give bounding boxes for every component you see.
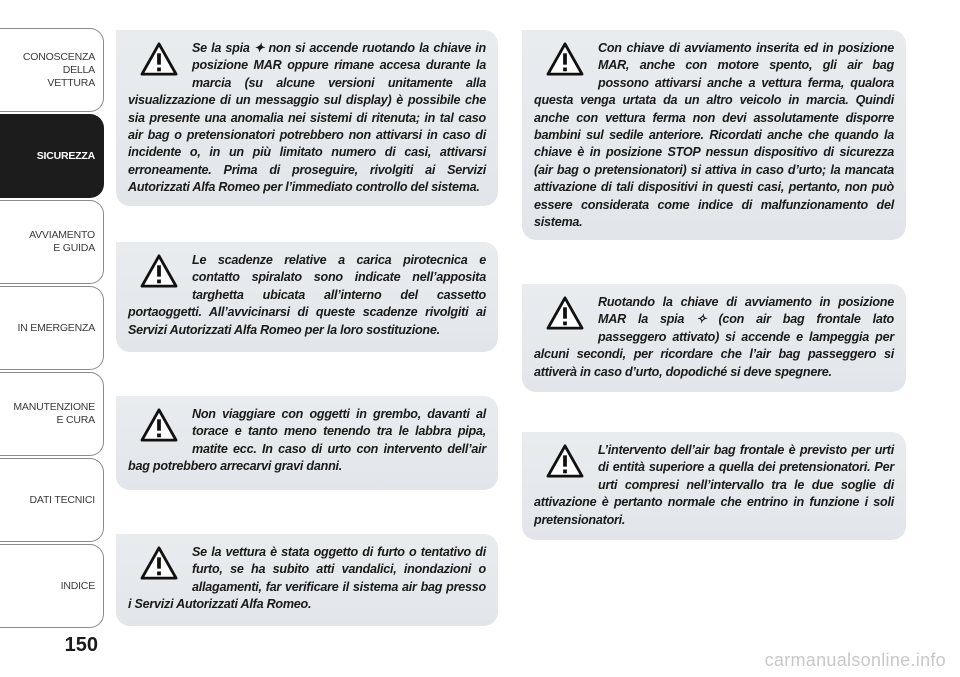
tab-indice[interactable]: INDICE <box>0 544 104 628</box>
warning-triangle-icon <box>540 296 594 334</box>
warning-text: Con chiave di avviamento inserita ed in posizione MAR, anche con motore spento, gli air bag possono attivarsi anche a vettura ferma, qualora questa venga urtata da un altro veicolo in marcia. Quindi anche con vettura ferma non devi assolutamente disporre bambini sul sedile anteriore. Ricordati anche che quando la chiave è in posizione STOP nessun dispositivo di sicurezza (air bag o pretensionatori) si attiva in caso d’urto; la mancata attivazione di tali dispositivi in questi casi, pertanto, non può essere considerata come indice di malfunzionamento del sistema. <box>534 41 894 230</box>
warning-box-passenger-airbag-light <box>522 284 906 392</box>
warning-box-theft <box>116 534 498 626</box>
warning-text: Le scadenze relative a carica pirotecnica e contatto spiralato sono indicate nell’apposita targhetta ubicata all’interno del cassetto portaoggetti. All’avvicinarsi di queste scadenze rivolgiti ai Servizi Autorizzati Alfa Romeo per la loro sostituzione. <box>128 253 486 337</box>
warning-triangle-icon <box>540 42 594 80</box>
warning-triangle-icon <box>540 444 594 482</box>
tab-dati-tecnici[interactable]: DATI TECNICI <box>0 458 104 542</box>
warning-box-frontal-airbag <box>522 432 906 540</box>
warning-text: L’intervento dell’air bag frontale è previsto per urti di entità superiore a quella dei pretensionatori. Per urti compresi nell’intervallo tra le due soglie di attivazione è pertanto normale che entrino in funzione i soli pretensionatori. <box>534 443 894 527</box>
warning-text: Non viaggiare con oggetti in grembo, davanti al torace e tanto meno tenendo tra le labbra pipa, matite ecc. In caso di urto con intervento dell’air bag potrebbero arrecarvi gravi danni. <box>128 407 486 474</box>
tab-sicurezza[interactable]: SICUREZZA <box>0 114 104 198</box>
warning-box-warning-light <box>116 30 498 206</box>
warning-box-key-in-mar <box>522 30 906 240</box>
tab-avviamento-e-guida[interactable]: AVVIAMENTO E GUIDA <box>0 200 104 284</box>
tab-manutenzione-e-cura[interactable]: MANUTENZIONE E CURA <box>0 372 104 456</box>
warning-box-objects-on-lap <box>116 396 498 490</box>
tab-conoscenza-della-vettura[interactable]: CONOSCENZA DELLA VETTURA <box>0 28 104 112</box>
warning-text: Se la vettura è stata oggetto di furto o tentativo di furto, se ha subito atti vandalici, inondazioni o allagamenti, far verificare il sistema air bag presso i Servizi Autorizzati Alfa Romeo. <box>128 545 486 612</box>
warning-box-expiry-dates <box>116 242 498 352</box>
watermark: carmanualsonline.info <box>764 650 946 670</box>
warning-text: Ruotando la chiave di avviamento in posizione MAR la spia ✧ (con air bag frontale lato passeggero attivato) si accende e lampeggia per alcuni secondi, per ricordare che l’air bag passeggero si attiverà in caso d’urto, dopodiché si deve spegnere. <box>534 295 894 379</box>
warning-triangle-icon <box>134 408 188 446</box>
tab-in-emergenza[interactable]: IN EMERGENZA <box>0 286 104 370</box>
page-number: 150 <box>64 634 98 656</box>
warning-text: Se la spia ✦ non si accende ruotando la chiave in posizione MAR oppure rimane accesa durante la marcia (su alcune versioni unitamente alla visualizzazione di un messaggio sul display) è possibile che sia presente una anomalia nei sistemi di ritenuta; in tal caso air bag o pretensionatori potrebbero non attivarsi in caso di incidente o, in un più limitato numero di casi, attivarsi erroneamente. Prima di proseguire, rivolgiti ai Servizi Autorizzati Alfa Romeo per l’immediato controllo del sistema. <box>128 41 486 195</box>
warning-triangle-icon <box>134 254 188 292</box>
warning-triangle-icon <box>134 42 188 80</box>
warning-triangle-icon <box>134 546 188 584</box>
